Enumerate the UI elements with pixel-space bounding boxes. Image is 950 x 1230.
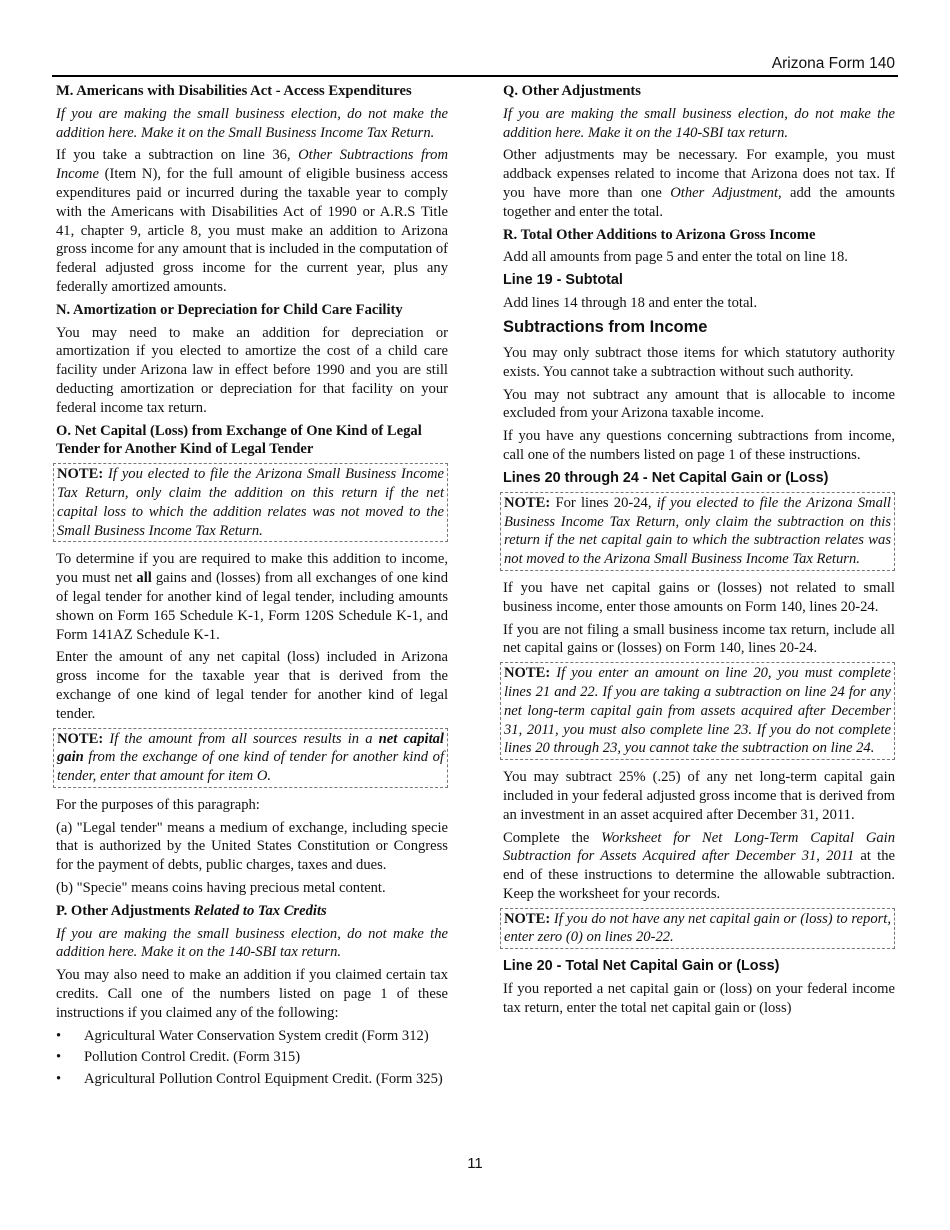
section-o-paragraph-5: (b) "Specie" means coins having precious metal content.	[56, 880, 386, 897]
section-o-paragraph-3: For the purposes of this paragraph:	[56, 796, 260, 813]
lines-20-24-note-box: NOTE: For lines 20-24, if you elected to file the Arizona Small Business Income Tax Return, only claim the subtraction on this return if the net capital gain to which the subtraction relates was not moved to the Arizona Small Business Income Tax Return.	[500, 492, 895, 571]
line-20-paragraph: If you reported a net capital gain or (loss) on your federal income tax return, enter the total net capital gain or (loss)	[503, 981, 895, 1017]
section-m-heading: M. Americans with Disabilities Act - Access Expenditures	[56, 83, 412, 99]
section-n-heading: N. Amortization or Depreciation for Child Care Facility	[56, 301, 403, 318]
header-rule	[52, 75, 898, 77]
list-item: • Agricultural Pollution Control Equipment Credit. (Form 325)	[56, 1071, 443, 1088]
section-q-election-note: If you are making the small business election, do not make the addition here. Make it on the 140-SBI tax return.	[503, 105, 895, 141]
line-19-paragraph: Add lines 14 through 18 and enter the total.	[503, 295, 758, 312]
lines-20-24-paragraph-3: You may subtract 25% (.25) of any net long-term capital gain included in your federal adjusted gross income that is derived from an investment in an asset acquired after December 31, 2011.	[503, 769, 895, 823]
section-o-paragraph-4: (a) "Legal tender" means a medium of exchange, including specie that is authorized by the United States Constitution or Congress for the payment of debts, public charges, taxes and dues.	[56, 819, 448, 874]
left-column	[56, 82, 448, 1092]
line-20-heading: Line 20 - Total Net Capital Gain or (Loss)	[503, 958, 780, 975]
section-r-paragraph: Add all amounts from page 5 and enter the total on line 18.	[503, 249, 848, 266]
section-p-election-note: If you are making the small business election, do not make the addition here. Make it on the 140-SBI tax return.	[56, 925, 448, 961]
lines-20-24-heading: Lines 20 through 24 - Net Capital Gain or (Loss)	[503, 469, 829, 486]
lines-20-24-paragraph-4: Complete the Worksheet for Net Long-Term Capital Gain Subtraction for Assets Acquired after December 31, 2011 at the end of these instructions to determine the allowable subtraction. Keep the worksheet for your records.	[503, 829, 896, 902]
page-header-title: Arizona Form 140	[771, 55, 895, 72]
lines-20-24-note-box-2: NOTE: If you enter an amount on line 20, you must complete lines 21 and 22. If you are taking a subtraction on line 24 for any net long-term capital gain from assets acquired after December 31, 2011, you must also complete line 23. If you do not complete lines 20 through 23, you cannot take the subtraction on line 24.	[500, 662, 895, 760]
section-p-paragraph: You may also need to make an addition if you claimed certain tax credits. Call one of the numbers listed on page 1 of these instructions if you claimed any of the following:	[56, 967, 448, 1021]
section-o-note-box: NOTE: If you elected to file the Arizona Small Business Income Tax Return, only claim the addition on this return if the net capital loss to which the addition relates was not moved to the Small Business Income Tax Return.	[53, 463, 448, 542]
page-number: 11	[467, 1155, 483, 1172]
right-column	[503, 82, 895, 1022]
section-n-paragraph: You may need to make an addition for depreciation or amortization if you elected to amortize the cost of a child care facility under Arizona law in effect before 1990 and you are still deducting amortization or depreciation for that facility on your federal income tax return.	[56, 324, 448, 416]
section-q-paragraph: Other adjustments may be necessary. For example, you must addback expenses related to income that Arizona does not tax. If you have more than one Other Adjustment, add the amounts together and enter the total.	[503, 147, 895, 220]
subtractions-paragraph-3: If you have any questions concerning subtractions from income, call one of the numbers listed on page 1 of these instructions.	[503, 428, 895, 463]
section-o-paragraph-2: Enter the amount of any net capital (loss) included in Arizona gross income for the taxable year that is derived from the exchange of one kind of legal tender for another kind of legal tender.	[56, 649, 448, 722]
section-m-election-note: If you are making the small business election, do not make the addition here. Make it on the Small Business Income Tax Return.	[56, 105, 448, 141]
section-o-note-box-2: NOTE: If the amount from all sources results in a net capital gain from the exchange of one kind of tender for another kind of tender, enter that amount for item O.	[53, 728, 448, 788]
section-m-paragraph: If you take a subtraction on line 36, Other Subtractions from Income (Item N), for the full amount of eligible business access expenditures paid or incurred during the taxable year to comply with the Americans with Disabilities Act of 1990 or A.R.S Title 41, chapter 9, article 8, you must make an addition to Arizona gross income for any amount that is included in the computation of federal adjusted gross income for the current year, plus any federally amortized amounts.	[56, 147, 449, 295]
lines-20-24-paragraph-1: If you have net capital gains or (losses) not related to small business income, enter those amounts on Form 140, lines 20-24.	[503, 579, 895, 615]
lines-20-24-paragraph-2: If you are not filing a small business income tax return, include all net capital gains or (losses) on Form 140, lines 20-24.	[503, 621, 895, 657]
section-o-heading: O. Net Capital (Loss) from Exchange of One Kind of Legal Tender for Another Kind of Legal Tender	[56, 422, 422, 458]
tax-credit-list	[56, 1027, 448, 1089]
line-19-heading: Line 19 - Subtotal	[503, 272, 623, 289]
subtractions-paragraph-2: You may not subtract any amount that is allocable to income excluded from your Arizona taxable income.	[503, 386, 895, 422]
section-q-heading: Q. Other Adjustments	[503, 83, 641, 99]
subtractions-heading: Subtractions from Income	[503, 317, 708, 336]
section-o-paragraph-1: To determine if you are required to make this addition to income, you must net all gains and (losses) from all exchanges of one kind of legal tender for another kind of legal tender, including amounts shown on Form 165 Schedule K-1, Form 120S Schedule K-1, and Form 141AZ Schedule K-1.	[56, 551, 448, 643]
section-r-heading: R. Total Other Additions to Arizona Gross Income	[503, 226, 816, 243]
list-item: • Agricultural Water Conservation System credit (Form 312)	[56, 1027, 429, 1044]
section-p-heading: P. Other Adjustments Related to Tax Credits	[56, 902, 327, 919]
lines-20-24-note-box-3: NOTE: If you do not have any net capital gain or (loss) to report, enter zero (0) on lines 20-22.	[500, 908, 895, 950]
subtractions-paragraph-1: You may only subtract those items for which statutory authority exists. You cannot take a subtraction without such authority.	[503, 344, 895, 380]
list-item: • Pollution Control Credit. (Form 315)	[56, 1049, 301, 1066]
